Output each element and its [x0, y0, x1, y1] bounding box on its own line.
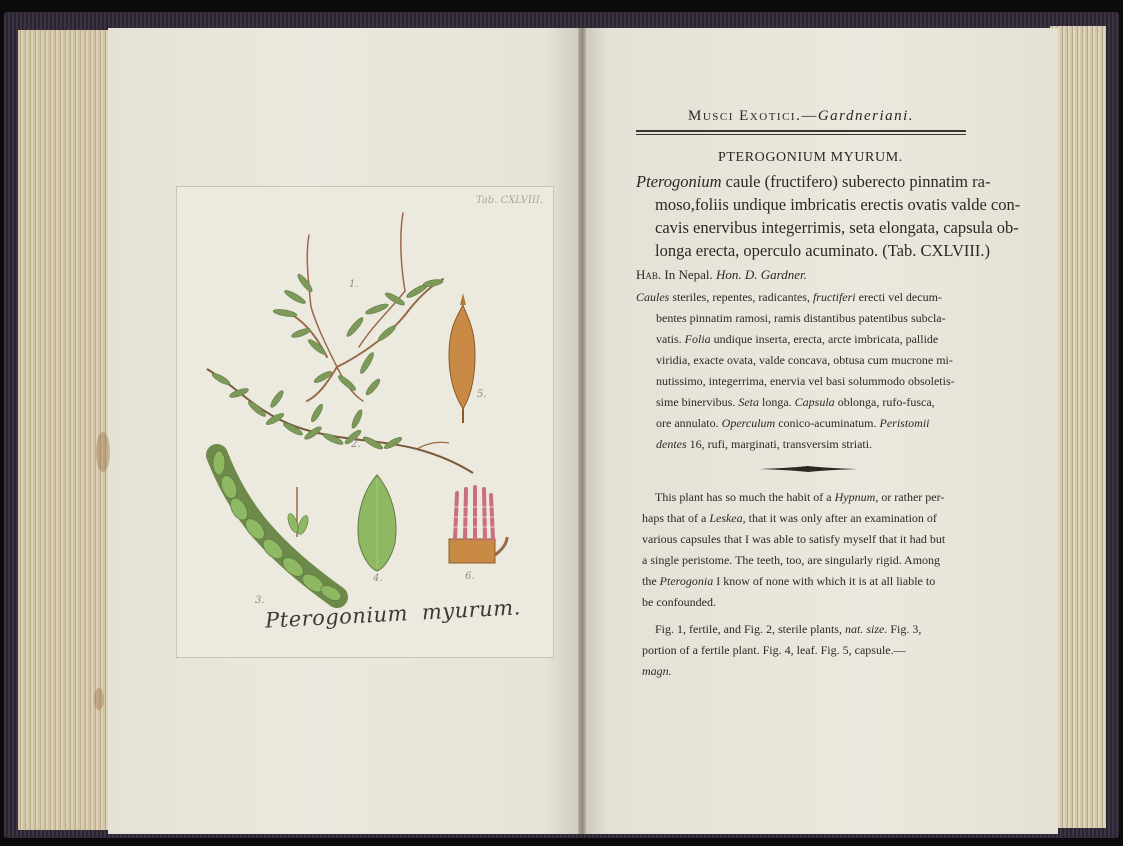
header-rule [636, 130, 966, 132]
moss-illustration [177, 187, 553, 657]
foxing-spot [96, 432, 110, 472]
fig2-sterile-plant [207, 369, 473, 473]
fig-number-3: 3. [255, 595, 265, 606]
body-line: the Pterogonia I know of none with which it is at all liable to [642, 574, 936, 588]
fig-number-5: 5. [477, 389, 487, 400]
body-line: This plant has so much the habit of a Hypnum, or rather per- [655, 490, 945, 504]
plate-tab-label: Tab. CXLVIII. [475, 195, 543, 206]
body-line: a single peristome. The teeth, too, are singularly rigid. Among [642, 553, 941, 567]
description-line: sime binervibus. Seta longa. Capsula oblonga, rufo-fusca, [656, 395, 935, 409]
figure-explanation-line: magn. [642, 664, 672, 678]
fig3-fertile-portion [213, 451, 344, 604]
header-rule-thin [636, 134, 966, 135]
right-page [584, 28, 1058, 834]
description-line: bentes pinnatim ramosi, ramis distantibus patentibus subcla- [656, 311, 946, 325]
species-title: PTEROGONIUM MYURUM. [718, 150, 903, 165]
section-ornament [758, 464, 858, 474]
description-line: nutissimo, integerrima, enervia vel basi solummodo obsoletis- [656, 374, 955, 388]
fig6-peristome [449, 487, 507, 563]
fig1-fertile-plant [285, 213, 443, 401]
habitat-label: Hab. [636, 267, 662, 282]
description-line: vatis. Folia undique inserta, erecta, arcte imbricata, pallide [656, 332, 939, 346]
habitat-source: Hon. D. Gardner. [716, 267, 807, 282]
fig1-leaves [273, 272, 444, 392]
fig-number-2: 2. [351, 439, 361, 450]
description-line: Caules steriles, repentes, radicantes, fructiferi erecti vel decum- [636, 290, 942, 304]
fig-number-4: 4. [373, 573, 383, 584]
fig5-capsule [449, 293, 475, 423]
description-line: viridia, exacte ovata, valde concava, obtusa cum mucrone mi- [656, 353, 953, 367]
description-line: dentes 16, rufi, marginati, transversim striati. [656, 437, 873, 451]
caption-species: myurum. [421, 595, 522, 625]
figure-explanation-line: Fig. 1, fertile, and Fig. 2, sterile plants, nat. size. Fig. 3, [655, 622, 922, 636]
body-line: various capsules that I was able to satisfy myself that it had but [642, 532, 946, 546]
diagnosis-line: moso,foliis undique imbricatis erectis ovatis valde con- [655, 195, 1021, 214]
botanical-plate [176, 186, 554, 658]
description-line: ore annulato. Operculum conico-acuminatum. Peristomii [656, 416, 930, 430]
page-edges-left [18, 30, 114, 830]
header-subseries: Gardneriani. [817, 108, 915, 124]
figure-explanation-line: portion of a fertile plant. Fig. 4, leaf. Fig. 5, capsule.— [642, 643, 906, 657]
diagnosis-line: longa erecta, operculo acuminato. (Tab. CXLVIII.) [655, 241, 990, 260]
running-header [688, 108, 914, 125]
caption-genus: Pterogonium [264, 601, 409, 633]
header-series: Musci Exotici.— [688, 108, 818, 124]
fig4-leaf [358, 475, 396, 571]
diagnosis-line: Pterogonium caule (fructifero) suberecto pinnatim ra- [636, 172, 991, 191]
page-edges-right [1050, 26, 1106, 828]
body-line: be confounded. [642, 595, 716, 609]
habitat-line: Hab. In Nepal. Hon. D. Gardner. [636, 267, 807, 282]
fig-number-1: 1. [349, 279, 359, 290]
fig-number-6: 6. [465, 571, 475, 582]
body-line: haps that of a Leskea, that it was only after an examination of [642, 511, 937, 525]
diagnosis-line: cavis enervibus integerrimis, seta elongata, capsula ob- [655, 218, 1019, 237]
foxing-spot [94, 688, 104, 710]
gutter [578, 28, 586, 834]
